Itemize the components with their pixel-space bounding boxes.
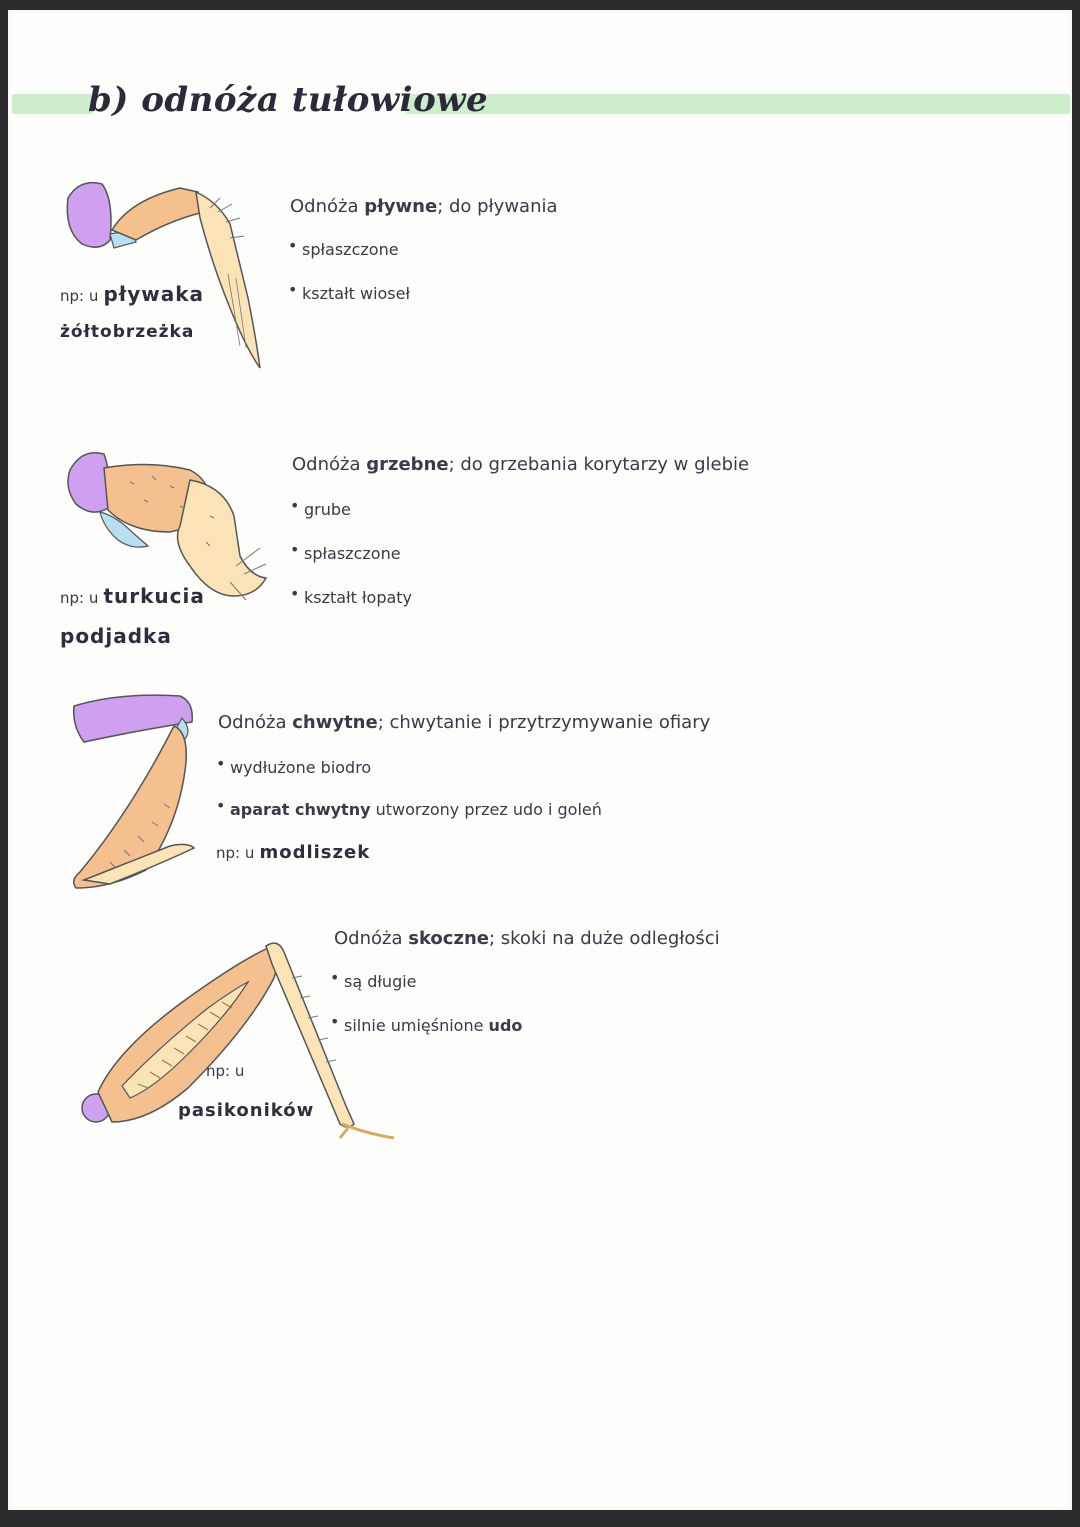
swimming-bullet-1: • spłaszczone <box>288 240 399 259</box>
jumping-example-species: pasikoników <box>178 1100 315 1121</box>
grasping-example: np: u modliszek <box>216 842 371 863</box>
digging-example: np: u turkucia <box>60 584 205 608</box>
swimming-example-species: żółtobrzeżka <box>60 322 195 342</box>
grasping-leg-title: Odnóża chwytne; chwytanie i przytrzymywanie ofiary <box>218 712 711 733</box>
digging-bullet-1: • grube <box>290 500 351 519</box>
jumping-bullet-2: • silnie umięśnione udo <box>330 1016 522 1035</box>
grasping-leg-illustration <box>70 692 210 892</box>
heading-highlight-left <box>12 94 92 114</box>
digging-bullet-3: • kształt łopaty <box>290 588 412 607</box>
swimming-example: np: u pływaka <box>60 282 204 306</box>
jumping-example-prefix: np: u <box>206 1062 245 1080</box>
swimming-bullet-2: • kształt wioseł <box>288 284 410 303</box>
digging-example-species: podjadka <box>60 624 172 648</box>
swimming-leg-title: Odnóża pływne; do pływania <box>290 196 558 217</box>
grasping-bullet-1: • wydłużone biodro <box>216 758 371 777</box>
digging-bullet-2: • spłaszczone <box>290 544 401 563</box>
jumping-leg-title: Odnóża skoczne; skoki na duże odległości <box>334 928 720 949</box>
section-heading: b) odnóża tułowiowe <box>88 80 489 120</box>
jumping-bullet-1: • są długie <box>330 972 417 991</box>
grasping-bullet-2: • aparat chwytny utworzony przez udo i goleń <box>216 800 602 819</box>
digging-leg-title: Odnóża grzebne; do grzebania korytarzy w glebie <box>292 454 750 475</box>
swimming-leg-illustration <box>60 178 280 378</box>
heading-highlight-right <box>406 94 1070 114</box>
